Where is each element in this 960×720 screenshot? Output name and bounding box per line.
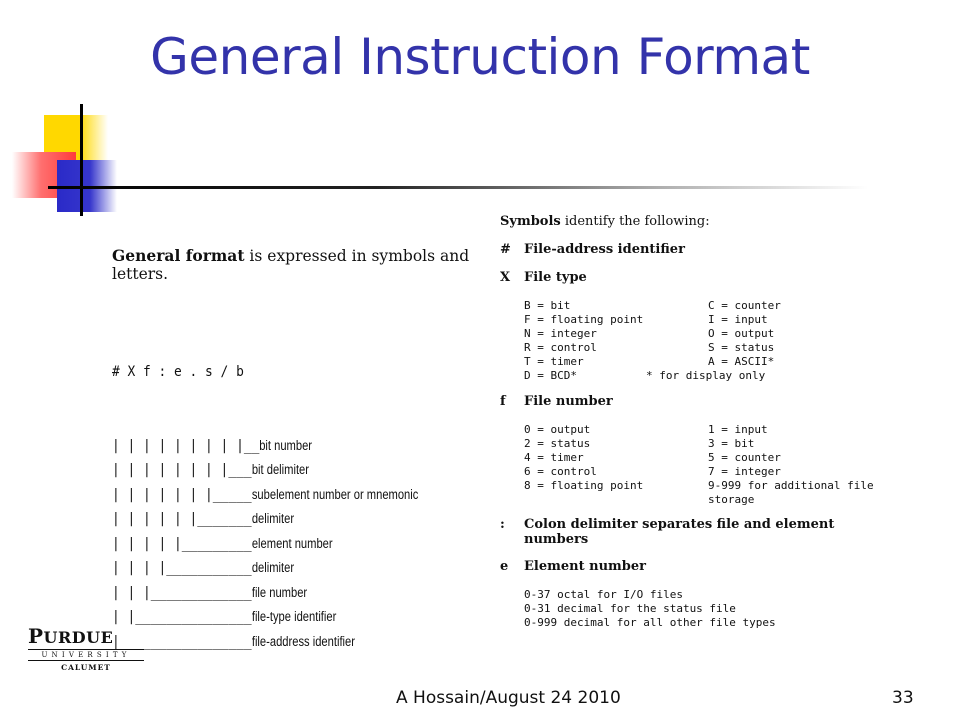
f-label: File number xyxy=(524,394,613,409)
x-symbol: X xyxy=(500,270,511,285)
file-number-item: 2 = status xyxy=(524,437,591,450)
format-row-label: bit delimiter xyxy=(251,462,309,477)
format-row-label: delimiter xyxy=(251,511,294,526)
format-row-label: element number xyxy=(251,535,333,551)
hash-label: File-address identifier xyxy=(524,242,685,257)
format-row xyxy=(112,483,443,508)
format-row xyxy=(112,630,443,655)
colon-label-line-1: Colon delimiter separates file and element xyxy=(524,517,835,532)
e-symbol: e xyxy=(500,559,509,574)
file-type-item: T = timer xyxy=(524,355,584,368)
element-number-item: 0-999 decimal for all other file types xyxy=(524,616,776,629)
format-row xyxy=(112,434,443,459)
format-row-label: file-address identifier xyxy=(251,633,355,649)
hash-symbol: # xyxy=(500,242,511,257)
file-type-item: I = input xyxy=(708,313,768,326)
colon-label-line-2: numbers xyxy=(524,532,589,547)
element-number-item: 0-37 octal for I/O files xyxy=(524,588,683,601)
format-string: # X f : e . s / b xyxy=(112,364,244,380)
format-row xyxy=(112,605,443,630)
symbols-heading-rest: identify the following: xyxy=(560,214,710,229)
footer-author-date: A Hossain/August 24 2010 xyxy=(396,688,621,708)
logo-rule-top xyxy=(28,649,144,650)
logo-name-rest: URDUE xyxy=(43,628,114,647)
file-number-item: 8 = floating point xyxy=(524,479,644,492)
format-row-bars: | | | | | |_______ xyxy=(112,511,252,527)
file-type-item: O = output xyxy=(708,327,775,340)
file-type-item: F = floating point xyxy=(524,313,644,326)
logo-campus: CALUMET xyxy=(61,663,111,672)
general-format-figure xyxy=(112,246,472,703)
logo-rule-bottom xyxy=(28,660,144,661)
logo-university: UNIVERSITY xyxy=(41,651,131,659)
file-type-item: B = bit xyxy=(524,299,571,312)
logo-initial: P xyxy=(28,624,44,648)
purdue-calumet-logo xyxy=(28,624,144,672)
file-number-item: 0 = output xyxy=(524,423,591,436)
format-row-bars: | | |_____________ xyxy=(112,584,252,601)
file-type-item: R = control xyxy=(524,341,597,354)
colon-symbol: : xyxy=(500,517,505,532)
file-number-item: 5 = counter xyxy=(708,451,781,464)
file-number-item: storage xyxy=(708,493,755,506)
file-type-item: A = ASCII* xyxy=(708,355,775,368)
file-number-item: 4 = timer xyxy=(524,451,584,464)
e-label: Element number xyxy=(524,559,646,574)
decorative-vertical-line xyxy=(80,104,83,216)
general-format-heading-rest: is expressed in symbols and letters. xyxy=(112,247,470,283)
format-row-bars: | | | | |_________ xyxy=(112,535,252,552)
format-row xyxy=(112,556,443,581)
format-row-bars: | | | | | | | | |__ xyxy=(112,437,260,454)
file-type-item: D = BCD* xyxy=(524,369,577,382)
format-row xyxy=(112,507,443,532)
file-number-item: 3 = bit xyxy=(708,437,755,450)
file-type-item: * for display only xyxy=(646,369,766,382)
format-row-bars: | |_______________ xyxy=(112,609,252,625)
format-row-label: subelement number or mnemonic xyxy=(251,486,419,502)
format-diagram xyxy=(112,311,443,703)
file-type-item: C = counter xyxy=(708,299,781,312)
symbols-heading xyxy=(500,214,710,229)
format-row-label: delimiter xyxy=(251,560,294,575)
format-row-bars: | | | | | | |_____ xyxy=(112,486,252,503)
file-number-item: 1 = input xyxy=(708,423,768,436)
file-number-item: 7 = integer xyxy=(708,465,781,478)
file-number-item: 6 = control xyxy=(524,465,597,478)
slide-title: General Instruction Format xyxy=(150,28,810,86)
general-format-heading xyxy=(112,246,472,283)
format-row-label: file number xyxy=(251,584,307,600)
format-row-bars: | | | | | | | |___ xyxy=(112,462,252,478)
format-row xyxy=(112,458,443,483)
format-row-bars: | | | |___________ xyxy=(112,560,252,576)
x-label: File type xyxy=(524,270,587,285)
title-divider-line xyxy=(48,186,868,189)
file-type-item: N = integer xyxy=(524,327,597,340)
format-row xyxy=(112,581,443,606)
format-row xyxy=(112,532,443,557)
file-number-item: 9-999 for additional file xyxy=(708,479,874,492)
general-format-heading-bold: General format xyxy=(112,246,245,265)
slide-number: 33 xyxy=(892,688,914,708)
format-row-label: file-type identifier xyxy=(251,609,337,624)
f-symbol: f xyxy=(500,394,506,409)
format-row-bars: |_________________ xyxy=(112,633,252,650)
format-rows xyxy=(112,434,443,655)
symbols-heading-bold: Symbols xyxy=(500,214,561,229)
logo-wordmark xyxy=(28,624,144,648)
element-number-item: 0-31 decimal for the status file xyxy=(524,602,736,615)
file-type-item: S = status xyxy=(708,341,775,354)
format-row-label: bit number xyxy=(259,437,313,453)
